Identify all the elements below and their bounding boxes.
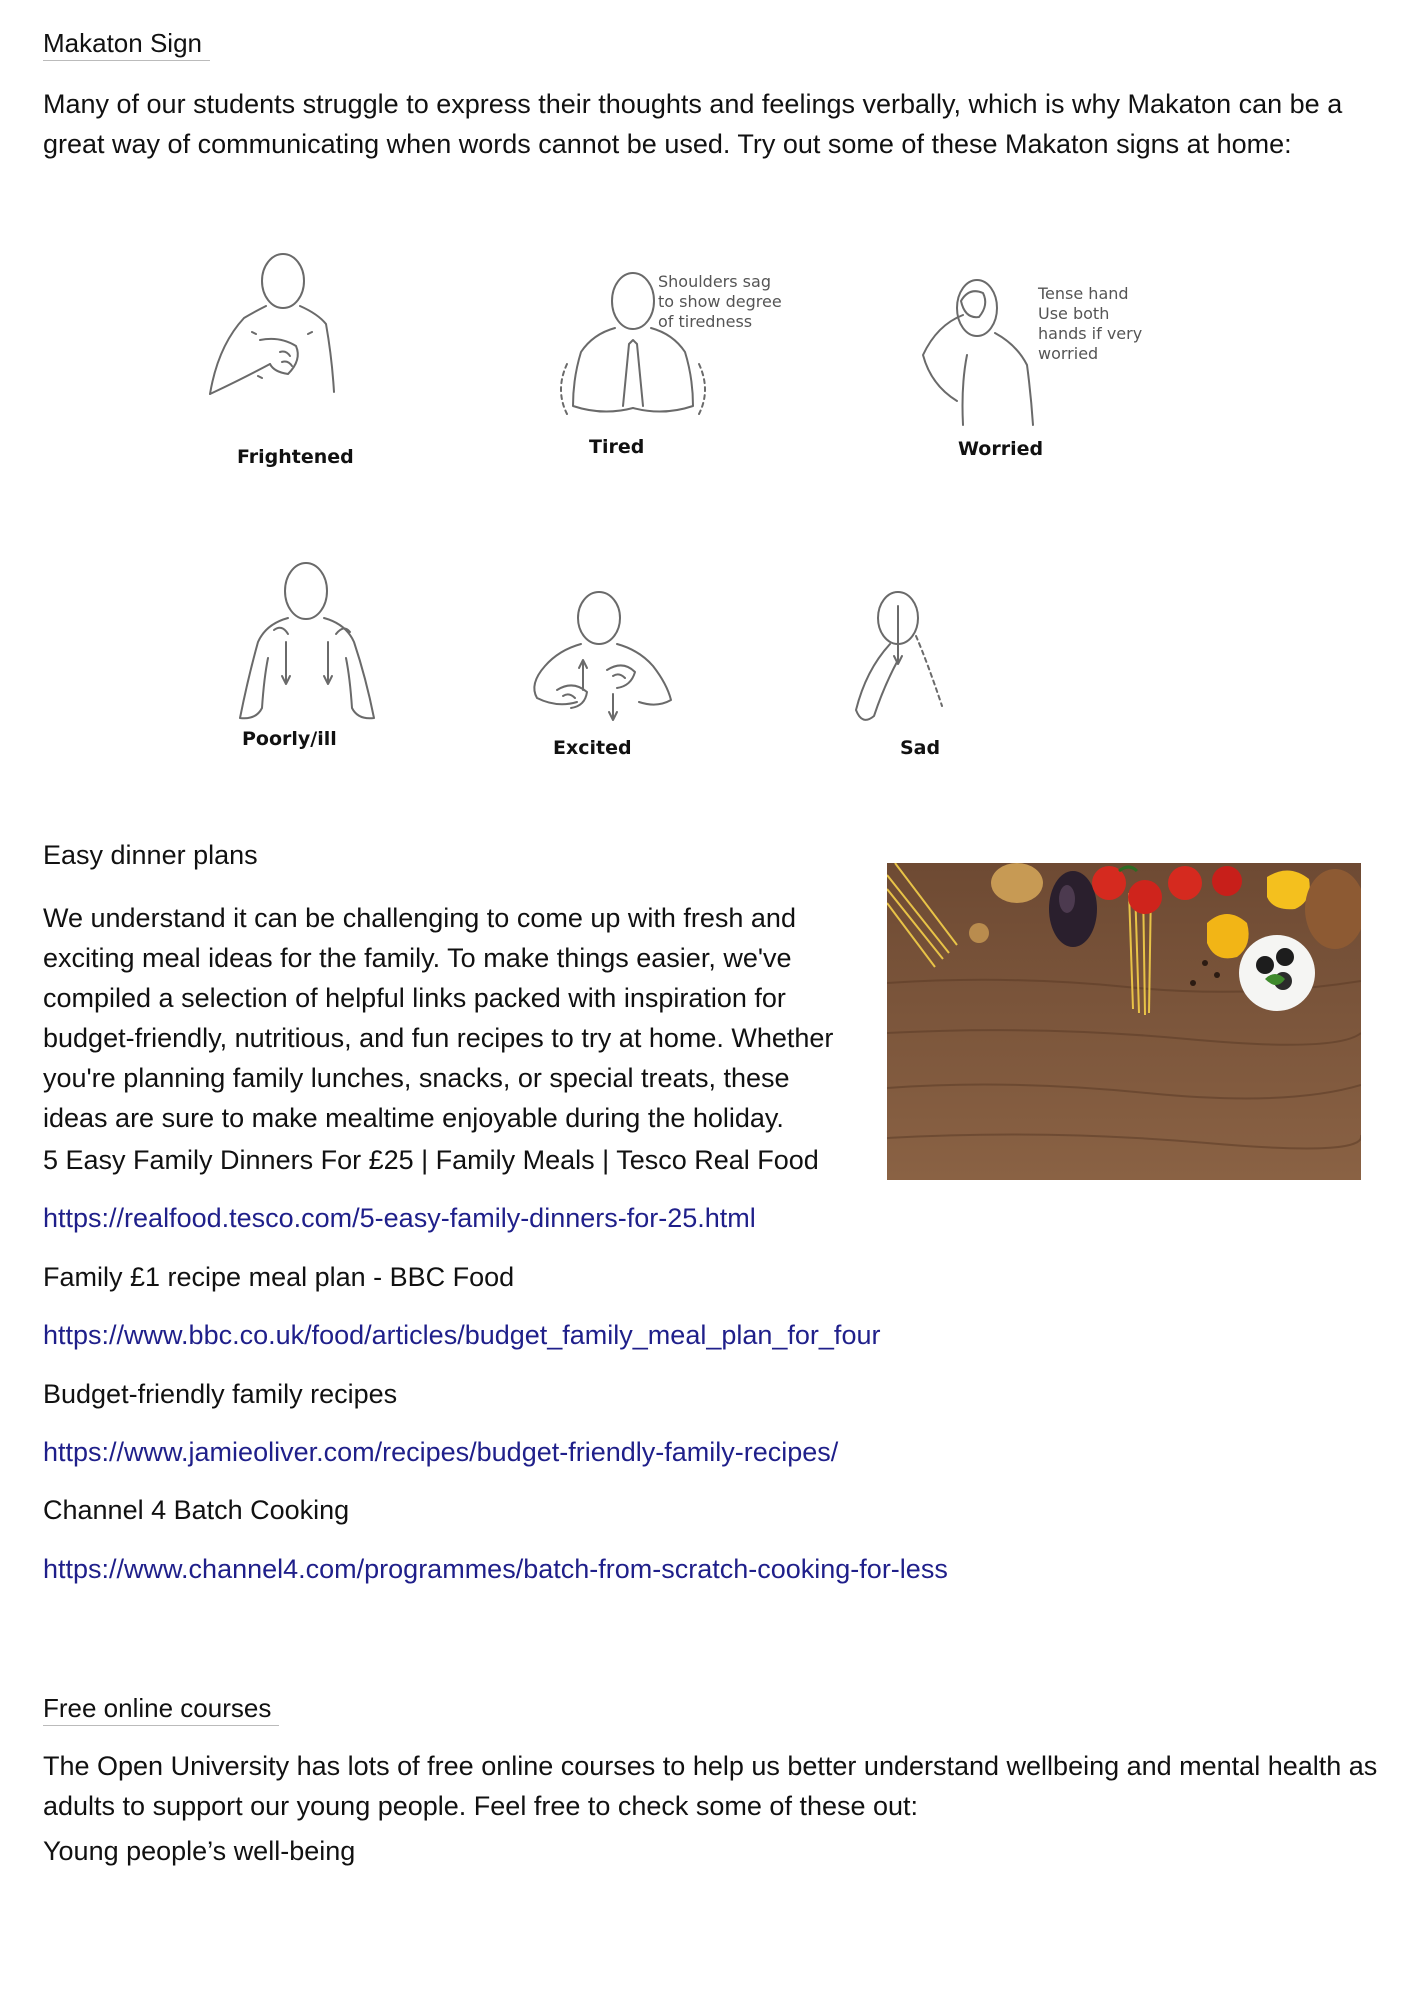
sign-label: Sad [900,737,941,759]
bbc-recipe-link[interactable]: https://www.bbc.co.uk/food/articles/budget_family_meal_plan_for_four [43,1320,881,1350]
sign-label: Frightened [237,446,354,468]
excited-sign-icon [527,590,677,730]
sign-label: Excited [553,737,632,759]
jamie-oliver-recipe-link[interactable]: https://www.jamieoliver.com/recipes/budget-friendly-family-recipes/ [43,1437,839,1467]
worried-note: Tense hand Use both hands if very worried [1038,284,1143,363]
courses-heading: Free online courses [43,1693,279,1726]
makaton-intro: Many of our students struggle to express their thoughts and feelings verbally, which is why Makaton can be a great way of communicating when words cannot be used. Try out some of these Makaton signs at home: [43,89,1343,159]
channel4-batch-cooking-link[interactable]: https://www.channel4.com/programmes/batch-from-scratch-cooking-for-less [43,1554,948,1584]
course-item: Young people’s well-being [43,1836,356,1866]
recipe-link-title: 5 Easy Family Dinners For £25 | Family Meals | Tesco Real Food [43,1145,819,1175]
recipe-link-title: Budget-friendly family recipes [43,1379,398,1409]
poorly-sign-icon [232,558,382,728]
sign-label: Worried [958,438,1044,460]
sad-sign-icon [850,590,950,730]
courses-intro: The Open University has lots of free online courses to help us better understand wellbeing and mental health as adults to support our young people. Feel free to check some of these out: [43,1751,1378,1821]
dinner-heading: Easy dinner plans [43,840,258,870]
sign-label: Poorly/ill [242,728,337,750]
frightened-sign-icon [200,248,350,398]
tired-note: Shoulders sag to show degree of tiredness [658,272,782,331]
tesco-recipe-link[interactable]: https://realfood.tesco.com/5-easy-family-dinners-for-25.html [43,1203,756,1233]
makaton-heading: Makaton Sign [43,28,210,61]
worried-sign-icon [917,275,1057,445]
recipe-link-title: Family £1 recipe meal plan - BBC Food [43,1262,515,1292]
sign-label: Tired [589,436,645,458]
recipe-link-title: Channel 4 Batch Cooking [43,1495,350,1525]
dinner-intro: We understand it can be challenging to come up with fresh and exciting meal ideas for the family. To make things easier, we've compiled a selection of helpful links packed with inspiration for budget-friendly, nutritious, and fun recipes to try at home. Whether you're planning family lunches, snacks, or special treats, these ideas are sure to make mealtime enjoyable during the holiday. [43,903,834,1133]
vegetables-on-wooden-table-icon [887,863,1361,1180]
